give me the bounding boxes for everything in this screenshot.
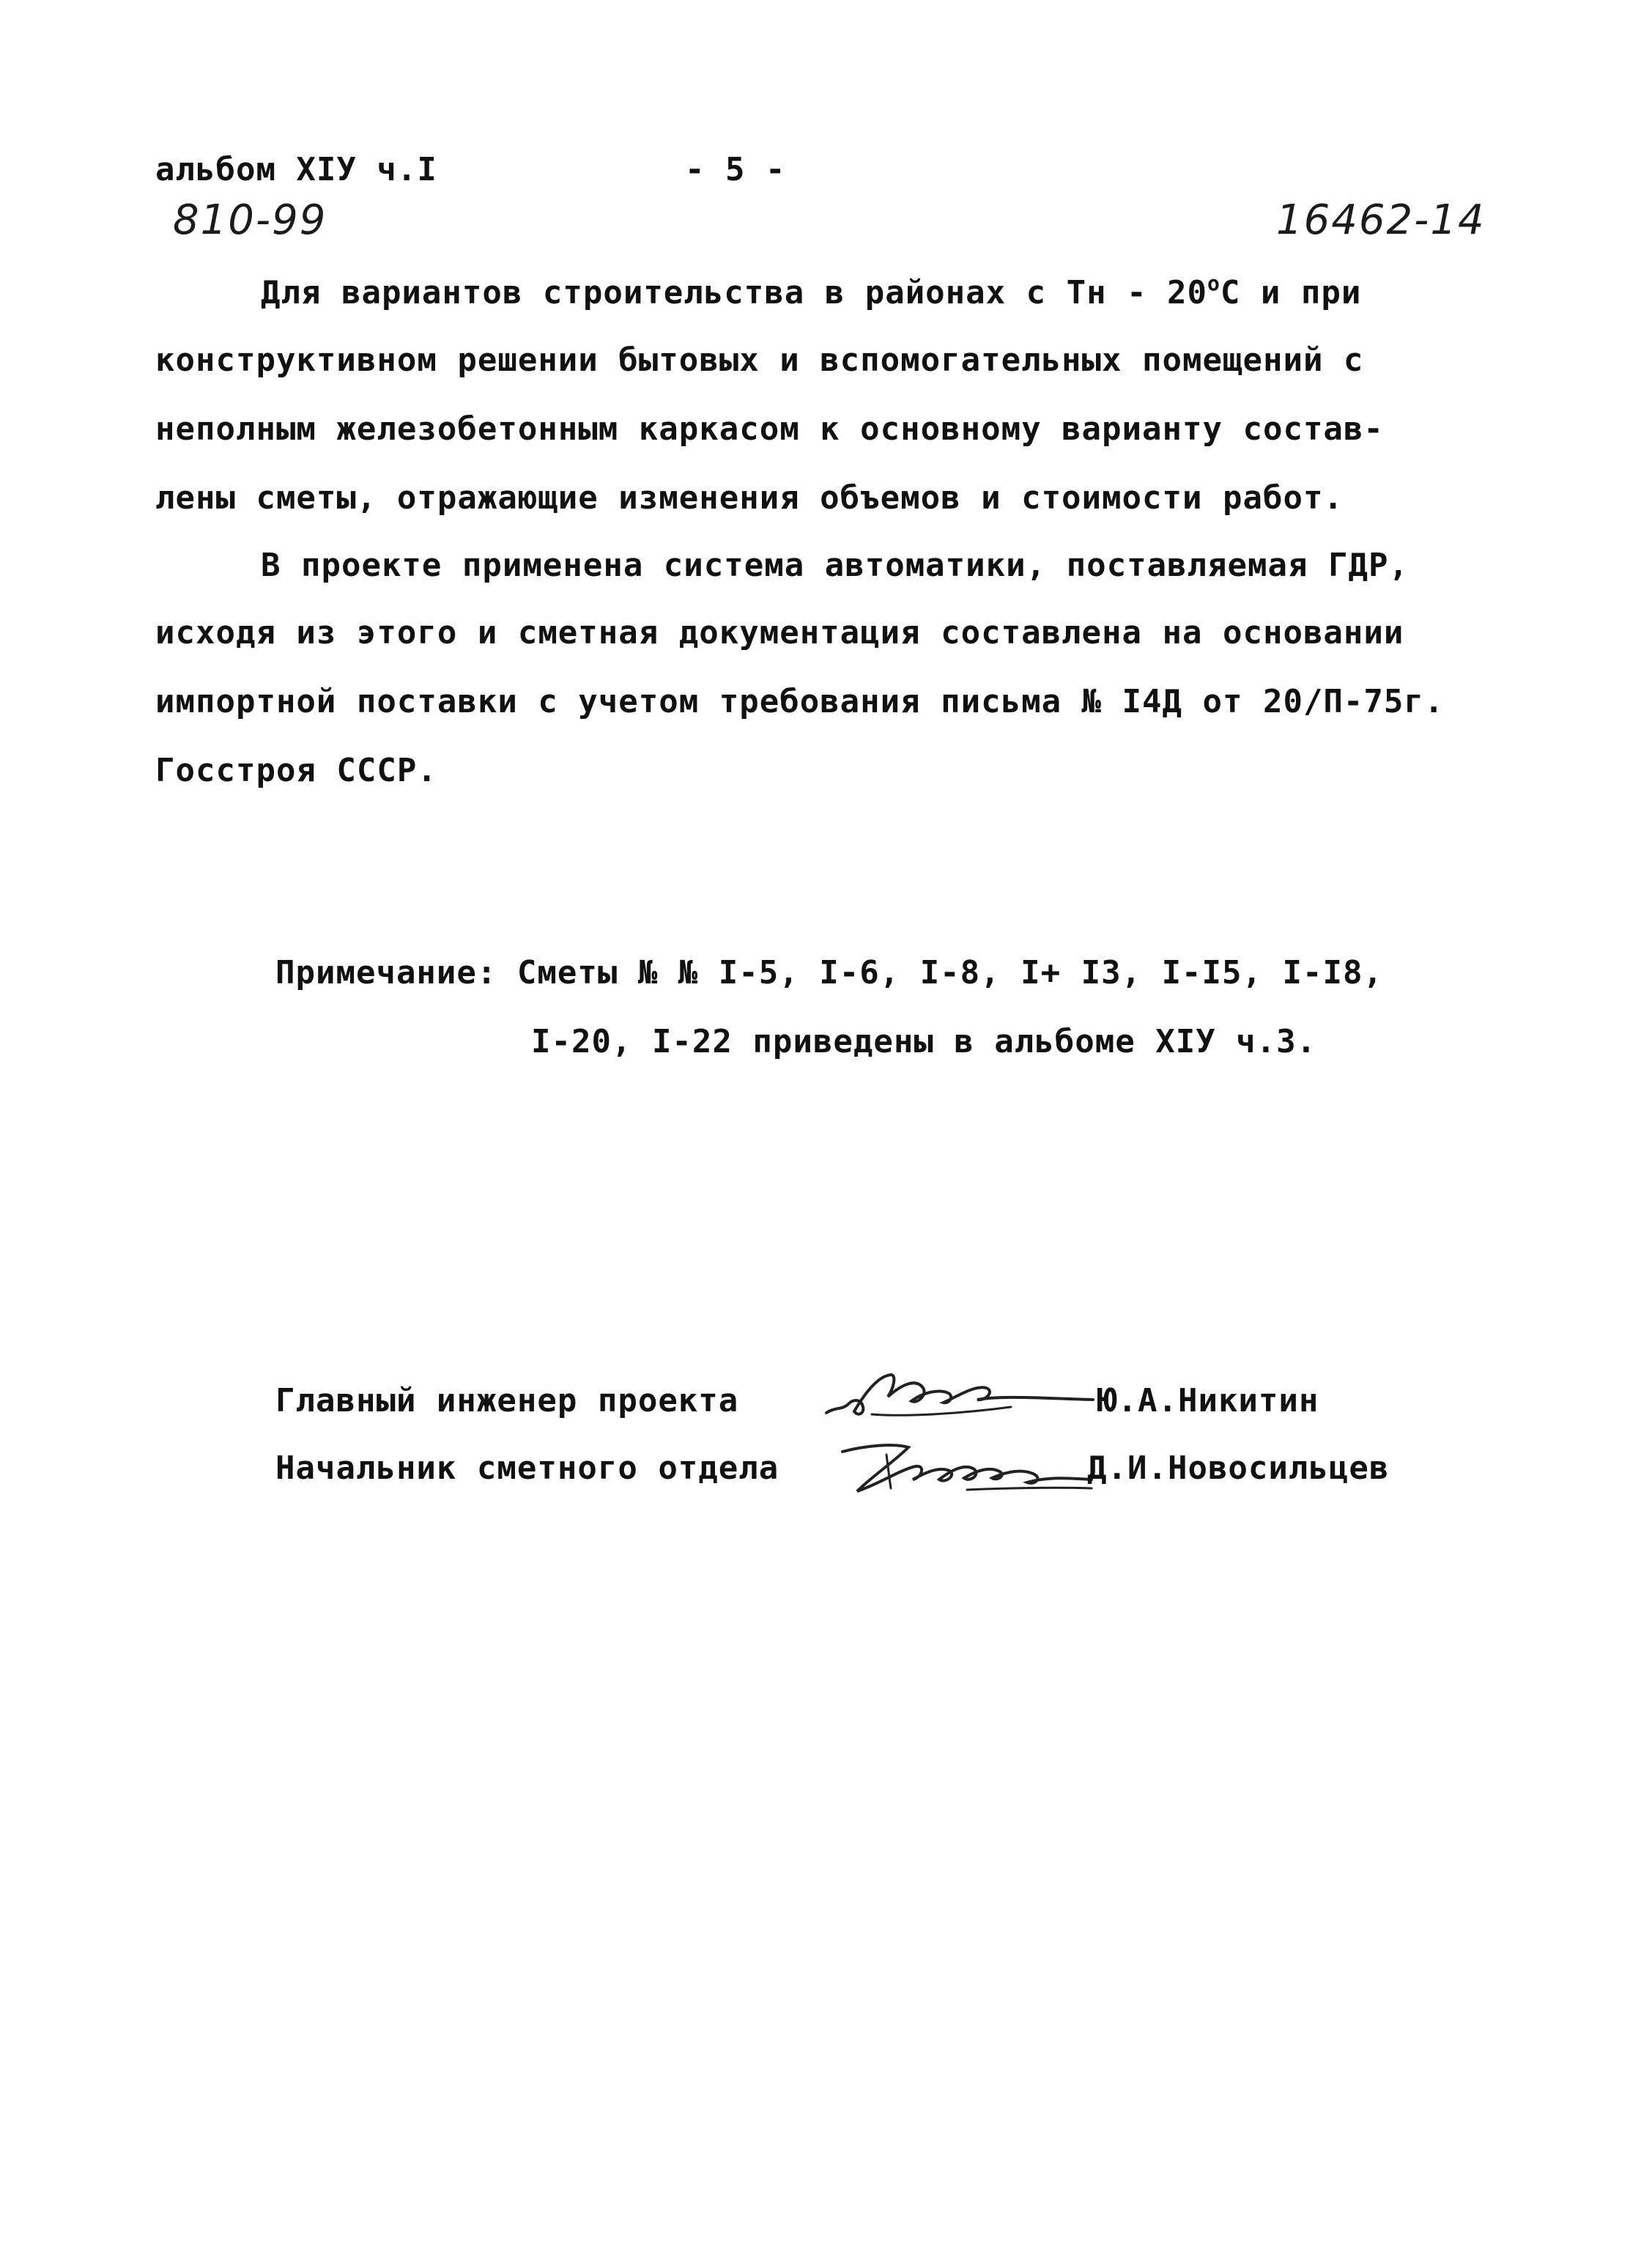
paragraph-1-line-text-end: С и при bbox=[1220, 274, 1362, 311]
handwritten-signature-image bbox=[835, 1425, 1099, 1506]
paragraph-2-line: импортной поставки с учетом требования письма № I4Д от 20/П-75г. bbox=[155, 683, 1445, 720]
paragraph-2-line: Госстроя СССР. bbox=[155, 752, 437, 789]
handwritten-signature-image bbox=[821, 1356, 1099, 1436]
handwritten-note-right: 16462-14 bbox=[1276, 196, 1486, 244]
signature-title: Главный инженер проекта bbox=[275, 1382, 739, 1419]
handwritten-note-left: 810-99 bbox=[173, 196, 327, 244]
paragraph-2-line: В проекте применена система автоматики, поставляемая ГДР, bbox=[261, 547, 1409, 584]
paragraph-1-line bbox=[155, 341, 1363, 379]
signature-title: Начальник сметного отдела bbox=[275, 1449, 779, 1487]
signature-name: Ю.А.Никитин bbox=[1097, 1382, 1319, 1419]
paragraph-1-line-text: лены сметы, отражающие изменения объемов и стоимости работ. bbox=[155, 479, 1344, 517]
paragraph-1-line-text: неполным железобетонным каркасом к основному варианту состав- bbox=[155, 410, 1384, 448]
album-label: альбом ХIУ ч.I bbox=[155, 151, 437, 188]
degree-superscript: о bbox=[1207, 271, 1221, 295]
paragraph-2-line: исходя из этого и сметная документация составлена на основании bbox=[155, 614, 1404, 651]
page-number: - 5 - bbox=[685, 151, 786, 188]
signature-name: Д.И.Новосильцев bbox=[1087, 1449, 1390, 1487]
note-line: I-20, I-22 приведены в альбоме ХIУ ч.3. bbox=[531, 1023, 1317, 1060]
paragraph-1-line bbox=[261, 271, 1362, 311]
paragraph-1-line-text: конструктивном решении бытовых и вспомогательных помещений с bbox=[155, 341, 1364, 379]
paragraph-1-line bbox=[155, 479, 1344, 517]
paragraph-1-line-text: Для вариантов строительства в районах с Тн - 20 bbox=[261, 274, 1208, 311]
paragraph-1-line bbox=[155, 410, 1384, 448]
note-line: Примечание: Сметы № № I-5, I-6, I-8, I+ I3, I-I5, I-I8, bbox=[275, 954, 1383, 991]
